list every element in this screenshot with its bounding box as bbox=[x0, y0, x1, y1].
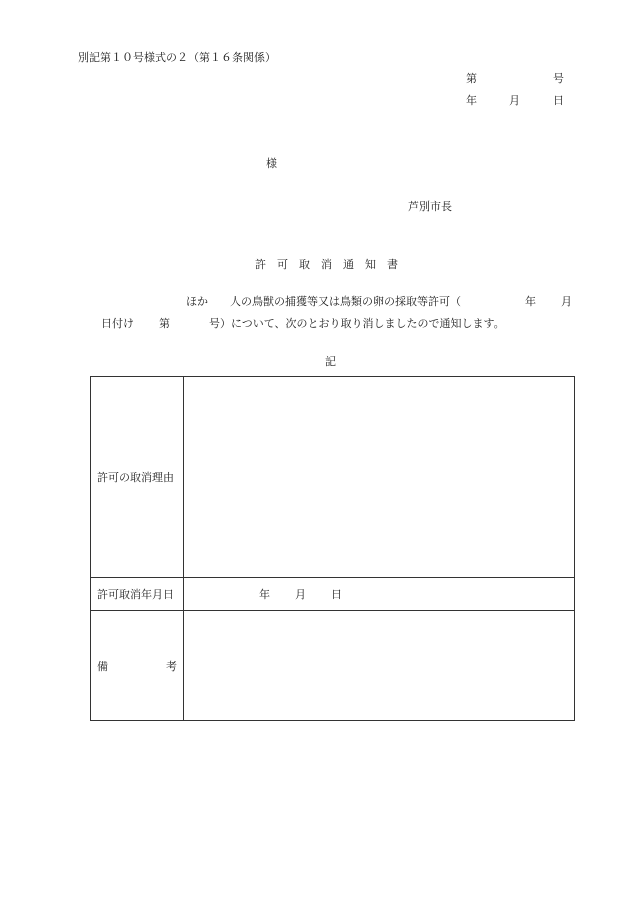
body-line-2 bbox=[0, 318, 630, 332]
body-hoka: ほか bbox=[186, 295, 208, 308]
document-number-suffix: 号 bbox=[553, 72, 564, 85]
revocation-table bbox=[90, 376, 575, 721]
remarks-label-left: 備 bbox=[97, 659, 108, 673]
reason-label-cell bbox=[91, 377, 184, 577]
body-notice-text: 号）について、次のとおり取り消しましたので通知します。 bbox=[209, 317, 505, 330]
remarks-label-cell bbox=[91, 611, 184, 720]
title-char: 通 bbox=[343, 258, 354, 271]
title-char: 許 bbox=[255, 258, 266, 271]
body-permit-month: 月 bbox=[561, 295, 572, 308]
form-identifier: 別記第１０号様式の２（第１６条関係） bbox=[78, 51, 276, 64]
revocation-date-month: 月 bbox=[295, 588, 306, 601]
issue-date-year: 年 bbox=[466, 94, 477, 107]
title-char: 書 bbox=[387, 258, 398, 271]
addressee-honorific: 様 bbox=[266, 157, 277, 170]
body-permit-text: 人の鳥獣の捕獲等又は鳥類の卵の採取等許可（ bbox=[230, 295, 461, 308]
remarks-label bbox=[97, 658, 177, 674]
remarks-label-right: 考 bbox=[166, 659, 177, 673]
revocation-date-day: 日 bbox=[331, 588, 342, 601]
ki-heading: 記 bbox=[325, 355, 336, 368]
body-permit-number-prefix: 第 bbox=[159, 317, 170, 330]
table-row-remarks bbox=[91, 610, 574, 720]
title-char: 消 bbox=[321, 258, 332, 271]
document-title bbox=[255, 259, 398, 270]
document-number-prefix: 第 bbox=[466, 72, 477, 85]
reason-label: 許可の取消理由 bbox=[97, 471, 174, 484]
title-char: 取 bbox=[299, 258, 310, 271]
title-char: 可 bbox=[277, 258, 288, 271]
revocation-date-value bbox=[184, 578, 574, 610]
issuer-name: 芦別市長 bbox=[408, 200, 452, 213]
revocation-date-year: 年 bbox=[259, 588, 270, 601]
date-label: 許可取消年月日 bbox=[97, 588, 174, 601]
body-permit-year: 年 bbox=[525, 295, 536, 308]
issue-date-month: 月 bbox=[509, 94, 520, 107]
issue-date-day: 日 bbox=[553, 94, 564, 107]
date-label-cell bbox=[91, 578, 184, 610]
table-row-reason bbox=[91, 377, 574, 577]
body-line-1 bbox=[0, 296, 630, 310]
title-char: 知 bbox=[365, 258, 376, 271]
table-row-date bbox=[91, 577, 574, 610]
body-dated: 日付け bbox=[101, 317, 134, 330]
